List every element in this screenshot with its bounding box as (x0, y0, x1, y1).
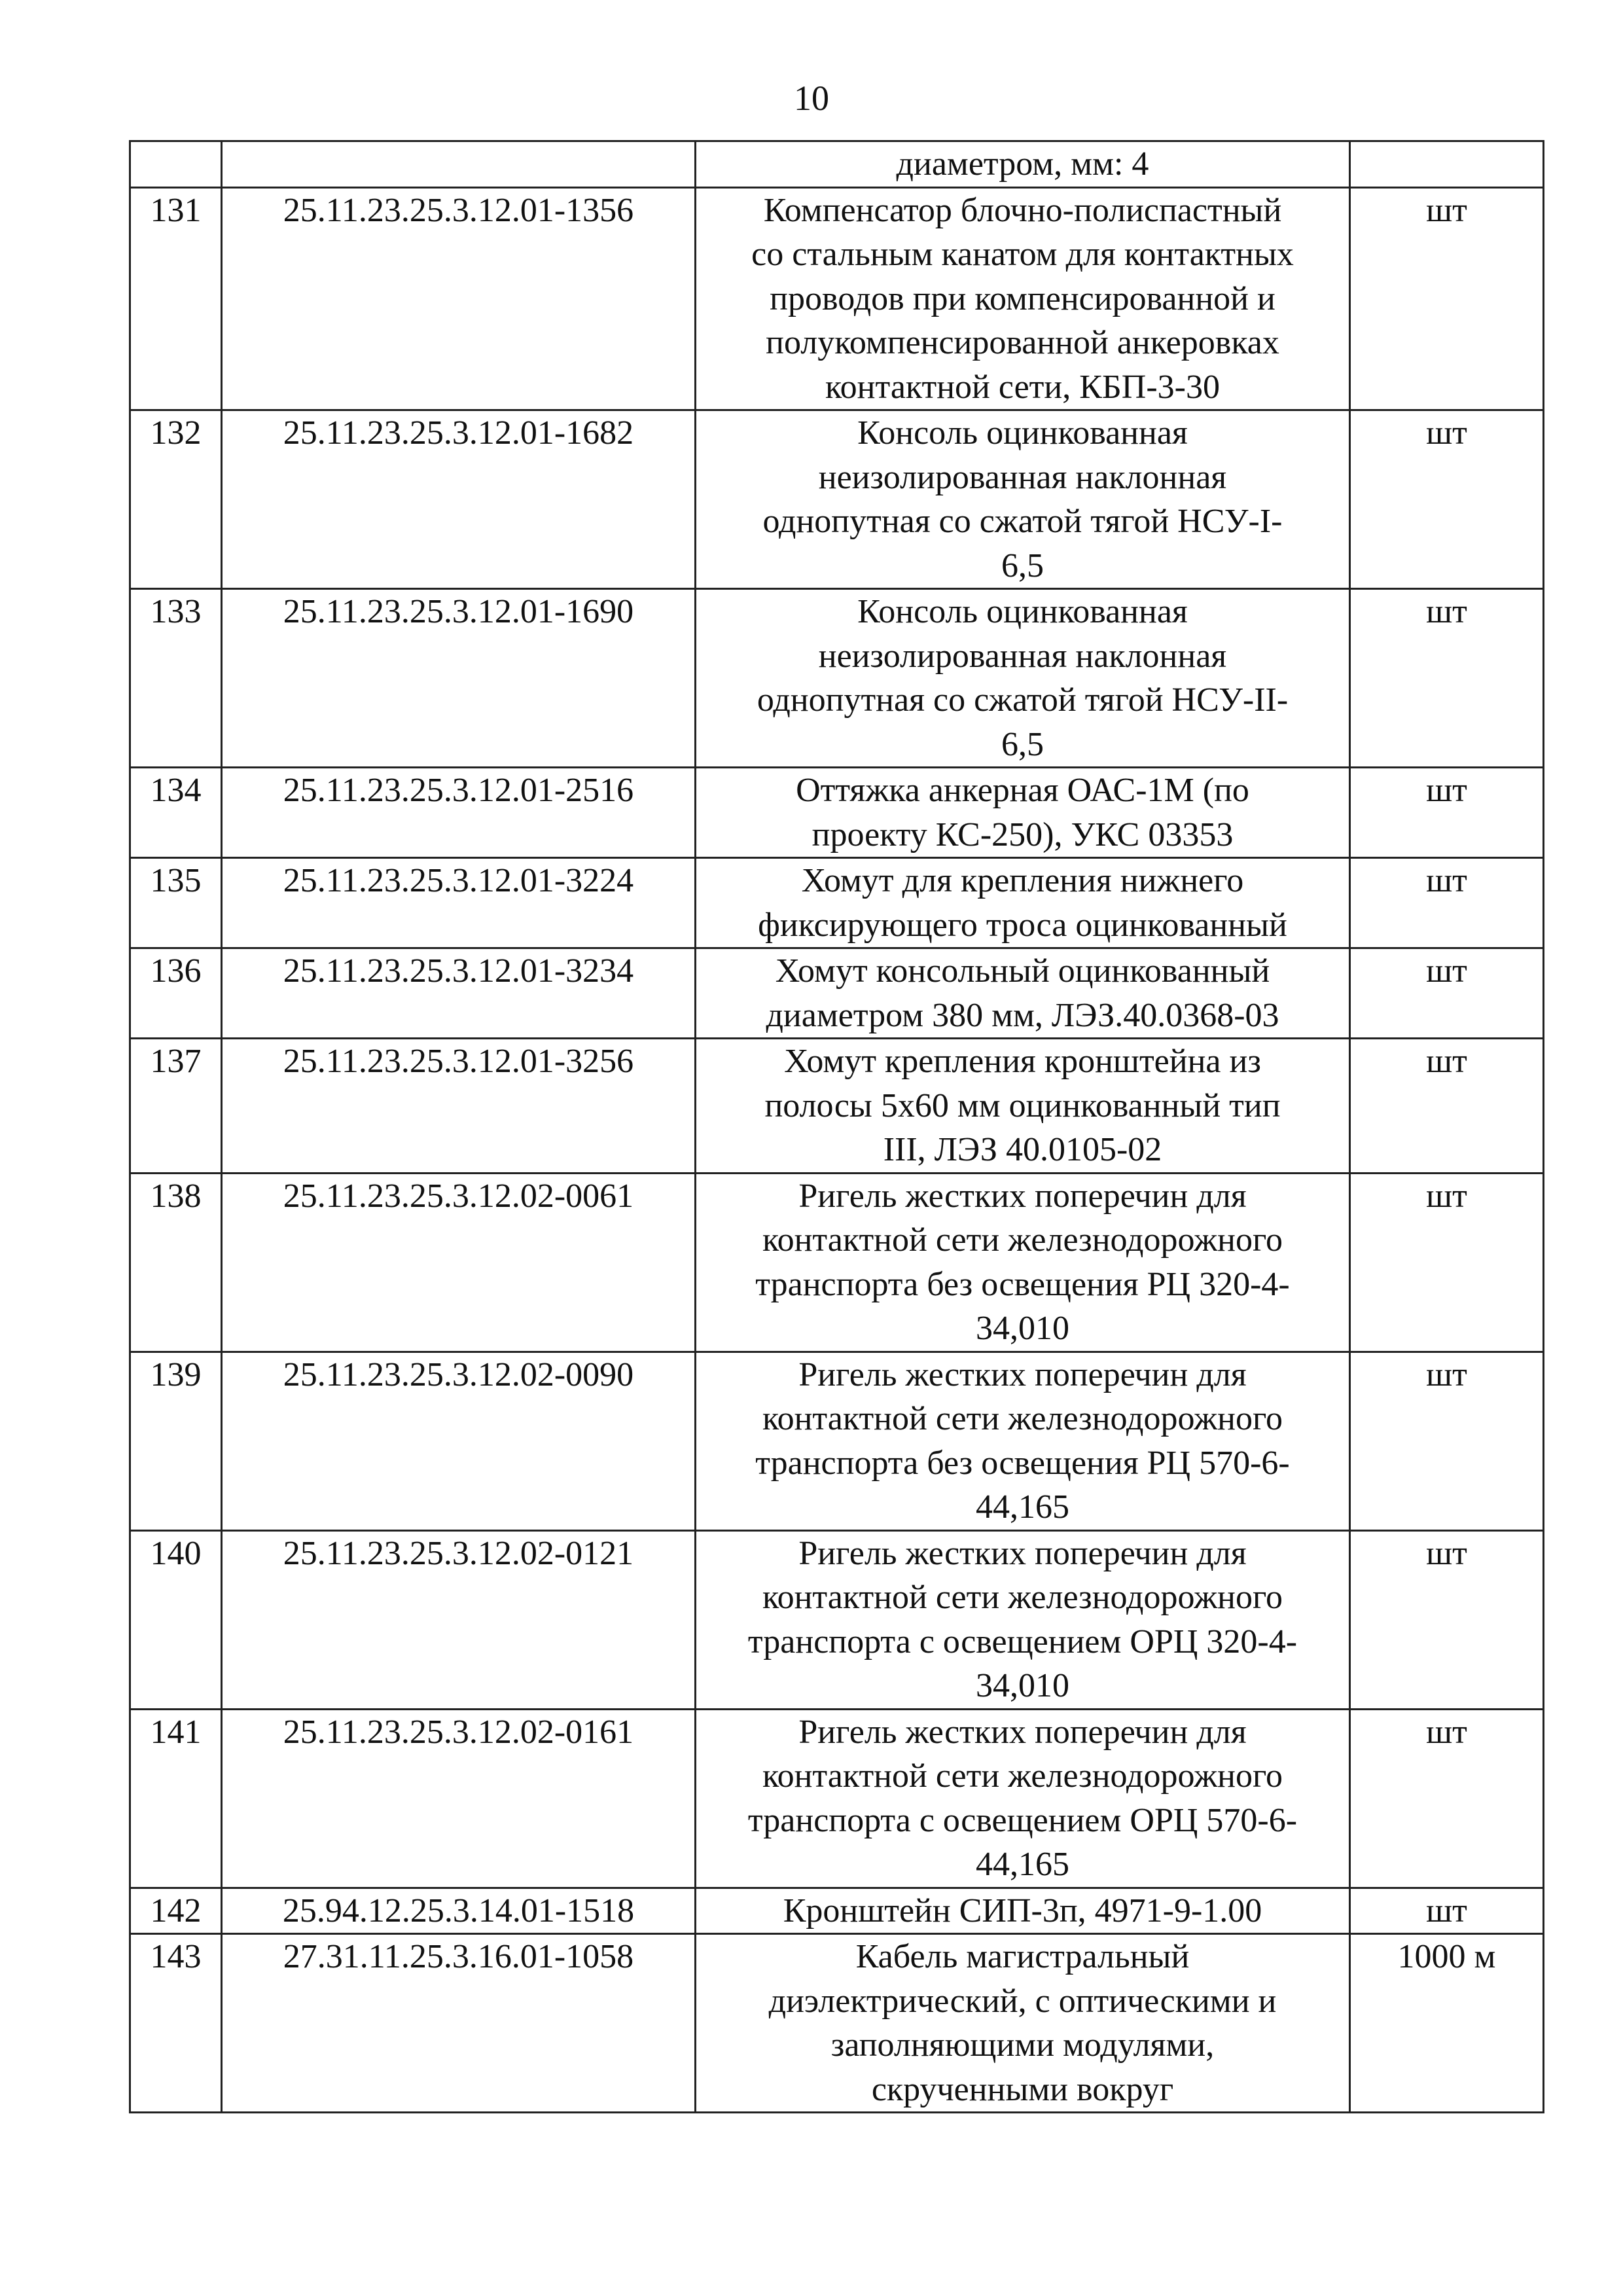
resource-name-line: контактной сети железнодорожного (762, 1400, 1283, 1437)
resource-name-line: Кронштейн СИП-3п, 4971-9-1.00 (783, 1892, 1262, 1929)
unit-of-measure: шт (1350, 589, 1544, 768)
row-number (130, 141, 222, 188)
resource-name-line: Консоль оцинкованная (857, 414, 1188, 452)
resource-name-line: контактной сети железнодорожного (762, 1757, 1283, 1795)
row-number: 136 (130, 948, 222, 1039)
unit-of-measure: шт (1350, 1352, 1544, 1530)
resource-name-line: Ригель жестких поперечин для (798, 1355, 1247, 1393)
resource-name-line: контактной сети железнодорожного (762, 1221, 1283, 1259)
table-row (130, 1173, 1544, 1352)
resource-name-line: неизолированная наклонная (818, 637, 1227, 675)
resource-name-line: Хомут крепления кронштейна из (784, 1043, 1261, 1080)
resource-name-line: 6,5 (1001, 547, 1044, 584)
resource-name-line: Ригель жестких поперечин для (798, 1534, 1247, 1572)
resource-name-line: однопутная со сжатой тягой НСУ-II- (757, 681, 1289, 719)
resource-code (222, 141, 696, 188)
resource-code: 27.31.11.25.3.16.01-1058 (222, 1934, 696, 2113)
row-number: 143 (130, 1934, 222, 2113)
resource-name (696, 948, 1350, 1039)
resource-name (696, 1888, 1350, 1934)
row-number: 135 (130, 858, 222, 948)
table-row (130, 1709, 1544, 1888)
resource-name-line: III, ЛЭЗ 40.0105-02 (883, 1131, 1162, 1168)
resource-code: 25.11.23.25.3.12.02-0090 (222, 1352, 696, 1530)
unit-of-measure: 1000 м (1350, 1934, 1544, 2113)
table-row (130, 1352, 1544, 1530)
resource-name-line: Компенсатор блочно-полиспастный (763, 191, 1282, 229)
resource-code: 25.11.23.25.3.12.01-2516 (222, 768, 696, 858)
resource-code: 25.11.23.25.3.12.01-1690 (222, 589, 696, 768)
table-row (130, 589, 1544, 768)
resource-name-line: Оттяжка анкерная ОАС-1М (по (796, 772, 1249, 809)
table-row (130, 1530, 1544, 1709)
resource-name-line: Консоль оцинкованная (857, 593, 1188, 630)
resource-name-line: 6,5 (1001, 725, 1044, 763)
resource-name-line: контактной сети железнодорожного (762, 1579, 1283, 1616)
resource-name (696, 1709, 1350, 1888)
resource-code: 25.11.23.25.3.12.01-3224 (222, 858, 696, 948)
row-number: 131 (130, 187, 222, 410)
resource-name (696, 187, 1350, 410)
unit-of-measure (1350, 141, 1544, 188)
resource-name-line: транспорта без освещения РЦ 570-6- (755, 1444, 1290, 1482)
row-number: 140 (130, 1530, 222, 1709)
resource-name-line: Кабель магистральный (855, 1938, 1190, 1975)
table-body (130, 141, 1544, 2113)
resource-name (696, 1039, 1350, 1174)
table-row (130, 768, 1544, 858)
unit-of-measure: шт (1350, 410, 1544, 589)
row-number: 134 (130, 768, 222, 858)
resource-name (696, 589, 1350, 768)
resource-name-line: проводов при компенсированной и (770, 279, 1275, 317)
table-row (130, 141, 1544, 188)
resource-code: 25.11.23.25.3.12.01-1682 (222, 410, 696, 589)
resource-name-line: проекту КС-250), УКС 03353 (812, 816, 1234, 853)
table-row (130, 1888, 1544, 1934)
resource-name-line: Ригель жестких поперечин для (798, 1713, 1247, 1751)
table-row (130, 410, 1544, 589)
resource-name-line: фиксирующего троса оцинкованный (758, 906, 1287, 944)
resource-name (696, 410, 1350, 589)
row-number: 137 (130, 1039, 222, 1174)
resource-code: 25.11.23.25.3.12.01-1356 (222, 187, 696, 410)
unit-of-measure: шт (1350, 948, 1544, 1039)
table-row (130, 1039, 1544, 1174)
resource-name-line: транспорта без освещения РЦ 320-4- (755, 1265, 1290, 1303)
resource-name-line: неизолированная наклонная (818, 458, 1227, 496)
resource-name (696, 768, 1350, 858)
materials-table (129, 140, 1544, 2113)
resource-code: 25.94.12.25.3.14.01-1518 (222, 1888, 696, 1934)
resource-name-line: полукомпенсированной анкеровках (766, 324, 1279, 361)
resource-name-line: со стальным канатом для контактных (751, 236, 1294, 273)
resource-code: 25.11.23.25.3.12.02-0161 (222, 1709, 696, 1888)
unit-of-measure: шт (1350, 187, 1544, 410)
table-row (130, 858, 1544, 948)
resource-name-line: Ригель жестких поперечин для (798, 1177, 1247, 1215)
row-number: 139 (130, 1352, 222, 1530)
resource-code: 25.11.23.25.3.12.01-3234 (222, 948, 696, 1039)
unit-of-measure: шт (1350, 768, 1544, 858)
resource-name-line: транспорта с освещением ОРЦ 320-4- (747, 1623, 1298, 1660)
page-number: 10 (794, 79, 829, 118)
resource-code: 25.11.23.25.3.12.01-3256 (222, 1039, 696, 1174)
resource-name-line: диэлектрический, с оптическими и (768, 1982, 1277, 2020)
row-number: 141 (130, 1709, 222, 1888)
resource-name (696, 1934, 1350, 2113)
resource-name (696, 1173, 1350, 1352)
row-number: 138 (130, 1173, 222, 1352)
resource-name-line: скрученными вокруг (871, 2070, 1174, 2108)
table-row (130, 1934, 1544, 2113)
resource-name-line: 34,010 (976, 1310, 1069, 1347)
resource-name-line: транспорта с освещением ОРЦ 570-6- (747, 1801, 1298, 1839)
resource-name-line: однопутная со сжатой тягой НСУ-I- (762, 503, 1283, 540)
unit-of-measure: шт (1350, 1039, 1544, 1174)
resource-name (696, 141, 1350, 188)
unit-of-measure: шт (1350, 1888, 1544, 1934)
table-row (130, 187, 1544, 410)
unit-of-measure: шт (1350, 1709, 1544, 1888)
resource-code: 25.11.23.25.3.12.02-0121 (222, 1530, 696, 1709)
unit-of-measure: шт (1350, 858, 1544, 948)
unit-of-measure: шт (1350, 1530, 1544, 1709)
row-number: 132 (130, 410, 222, 589)
resource-name (696, 858, 1350, 948)
resource-name-line: диаметром 380 мм, ЛЭЗ.40.0368-03 (766, 996, 1279, 1034)
resource-name-line: Хомут консольный оцинкованный (775, 952, 1270, 990)
resource-name (696, 1530, 1350, 1709)
resource-name (696, 1352, 1350, 1530)
resource-name-line: полосы 5х60 мм оцинкованный тип (764, 1086, 1281, 1124)
resource-name-line: 34,010 (976, 1667, 1069, 1704)
resource-name-line: диаметром, мм: 4 (896, 145, 1149, 183)
resource-name-line: Хомут для крепления нижнего (801, 862, 1244, 899)
row-number: 133 (130, 589, 222, 768)
table-row (130, 948, 1544, 1039)
resource-name-line: заполняющими модулями, (830, 2026, 1215, 2064)
resource-code: 25.11.23.25.3.12.02-0061 (222, 1173, 696, 1352)
row-number: 142 (130, 1888, 222, 1934)
resource-name-line: контактной сети, КБП-3-30 (825, 368, 1220, 406)
resource-name-line: 44,165 (976, 1488, 1069, 1526)
unit-of-measure: шт (1350, 1173, 1544, 1352)
resource-name-line: 44,165 (976, 1846, 1069, 1883)
